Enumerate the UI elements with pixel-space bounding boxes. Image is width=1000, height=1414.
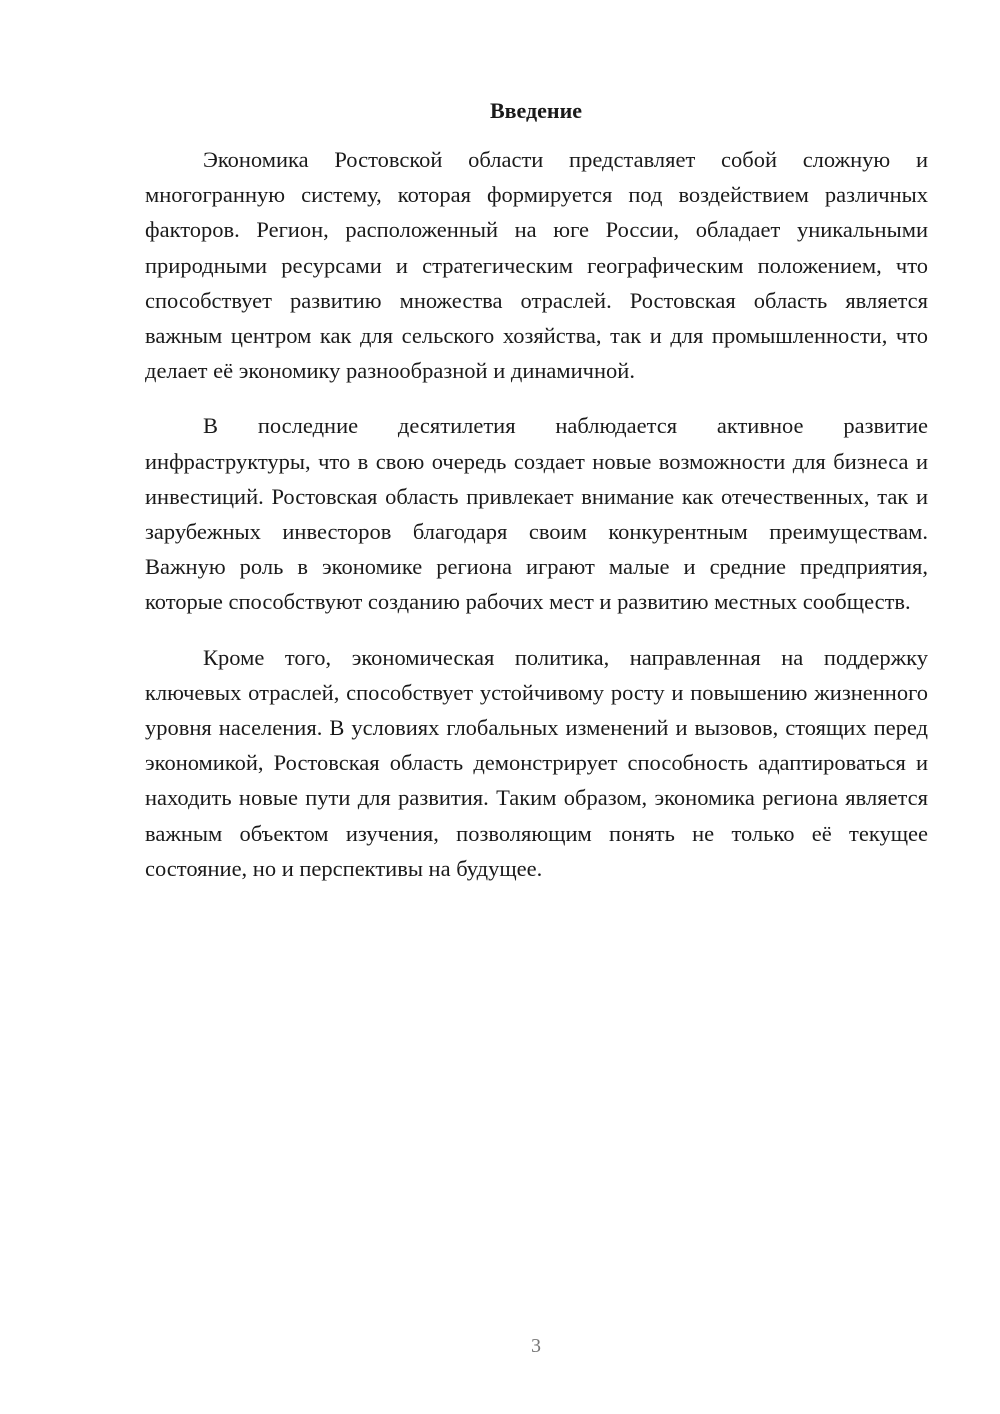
section-title: Введение <box>489 98 583 123</box>
paragraph-1: Экономика Ростовской области представляет собой сложную и многогранную систему, которая формируется под воздействием различных факторов. Регион, расположенный на юге России, обладает уникальными природными ресурсами и стратегическим географическим положением, что способствует развитию множества отраслей. Ростовская область является важным центром как для сельского хозяйства, так и для промышленности, что делает её экономику разнообразной и динамичной. <box>145 147 928 384</box>
body-text <box>145 142 928 906</box>
page-number: 3 <box>531 1335 541 1357</box>
paragraph-3: Кроме того, экономическая политика, направленная на поддержку ключевых отраслей, способствует устойчивому росту и повышению жизненного уровня населения. В условиях глобальных изменений и вызовов, стоящих перед экономикой, Ростовская область демонстрирует способность адаптироваться и находить новые пути для развития. Таким образом, экономика региона является важным объектом изучения, позволяющим понять не только её текущее состояние, но и перспективы на будущее. <box>145 644 928 881</box>
paragraph-2: В последние десятилетия наблюдается активное развитие инфраструктуры, что в свою очередь создает новые возможности для бизнеса и инвестиций. Ростовская область привлекает внимание как отечественных, так и зарубежных инвесторов благодаря своим конкурентным преимуществам. Важную роль в экономике региона играют малые и средние предприятия, которые способствуют созданию рабочих мест и развитию местных сообществ. <box>145 413 928 615</box>
